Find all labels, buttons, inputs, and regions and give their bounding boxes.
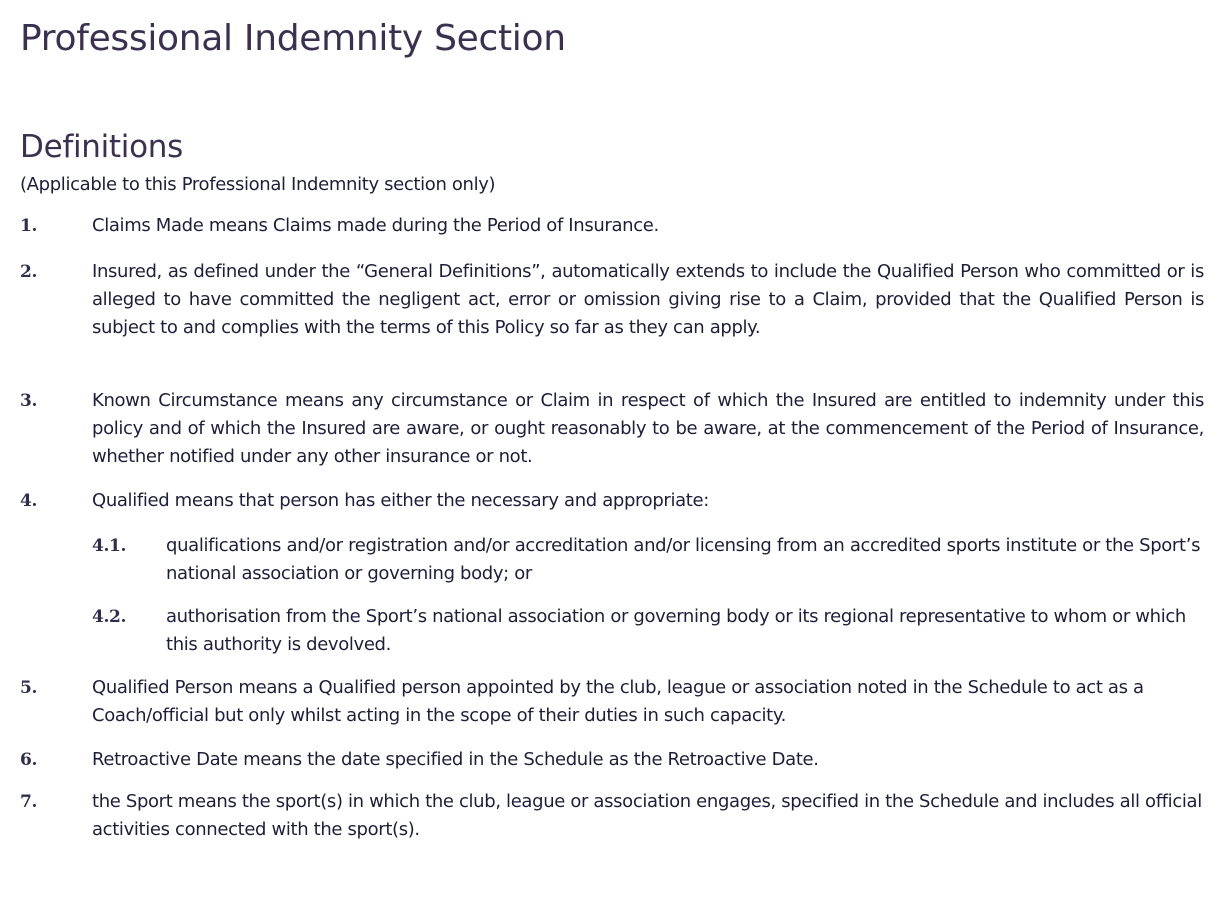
item-number: 4. <box>20 491 38 511</box>
definition-subitem-4-1 <box>92 532 1204 588</box>
item-text: Qualified means that person has either the necessary and appropriate: <box>92 490 709 511</box>
definition-item-7 <box>20 788 1204 844</box>
definition-item-4 <box>20 487 1204 515</box>
item-number: 4.2. <box>92 607 127 627</box>
item-text: authorisation from the Sport’s national association or governing body or its regional representative to whom or which this authority is devolved. <box>166 606 1186 655</box>
item-number: 5. <box>20 678 38 698</box>
item-text: Qualified Person means a Qualified person appointed by the club, league or association noted in the Schedule to act as a Coach/official but only whilst acting in the scope of their duties in such capacity. <box>92 677 1144 726</box>
definition-item-6 <box>20 746 1204 774</box>
item-number: 2. <box>20 262 38 282</box>
item-text: Claims Made means Claims made during the Period of Insurance. <box>92 215 659 236</box>
item-number: 3. <box>20 391 38 411</box>
item-text: qualifications and/or registration and/or accreditation and/or licensing from an accredited sports institute or the Sport’s national association or governing body; or <box>166 535 1201 584</box>
item-number: 7. <box>20 792 38 812</box>
document-title: Professional Indemnity Section <box>20 18 566 59</box>
definition-item-1 <box>20 212 1204 240</box>
item-text: the Sport means the sport(s) in which the club, league or association engages, specified in the Schedule and includes all official activities connected with the sport(s). <box>92 791 1202 840</box>
item-text: Known Circumstance means any circumstance or Claim in respect of which the Insured are entitled to indemnity under this policy and of which the Insured are aware, or ought reasonably to be aware, at the commencement of the Period of Insurance, whether notified under any other insurance or not. <box>92 390 1204 467</box>
definition-item-2 <box>20 258 1204 342</box>
item-text: Insured, as defined under the “General Definitions”, automatically extends to include the Qualified Person who committed or is alleged to have committed the negligent act, error or omission giving rise to a Claim, provided that the Qualified Person is subject to and complies with the terms of this Policy so far as they can apply. <box>92 261 1204 338</box>
definition-subitem-4-2 <box>92 603 1204 659</box>
definition-item-5 <box>20 674 1204 730</box>
item-number: 6. <box>20 750 38 770</box>
section-note: (Applicable to this Professional Indemnity section only) <box>20 174 496 195</box>
section-heading: Definitions <box>20 129 183 165</box>
item-number: 4.1. <box>92 536 127 556</box>
item-number: 1. <box>20 216 38 236</box>
item-text: Retroactive Date means the date specified in the Schedule as the Retroactive Date. <box>92 749 819 770</box>
definition-item-3 <box>20 387 1204 471</box>
